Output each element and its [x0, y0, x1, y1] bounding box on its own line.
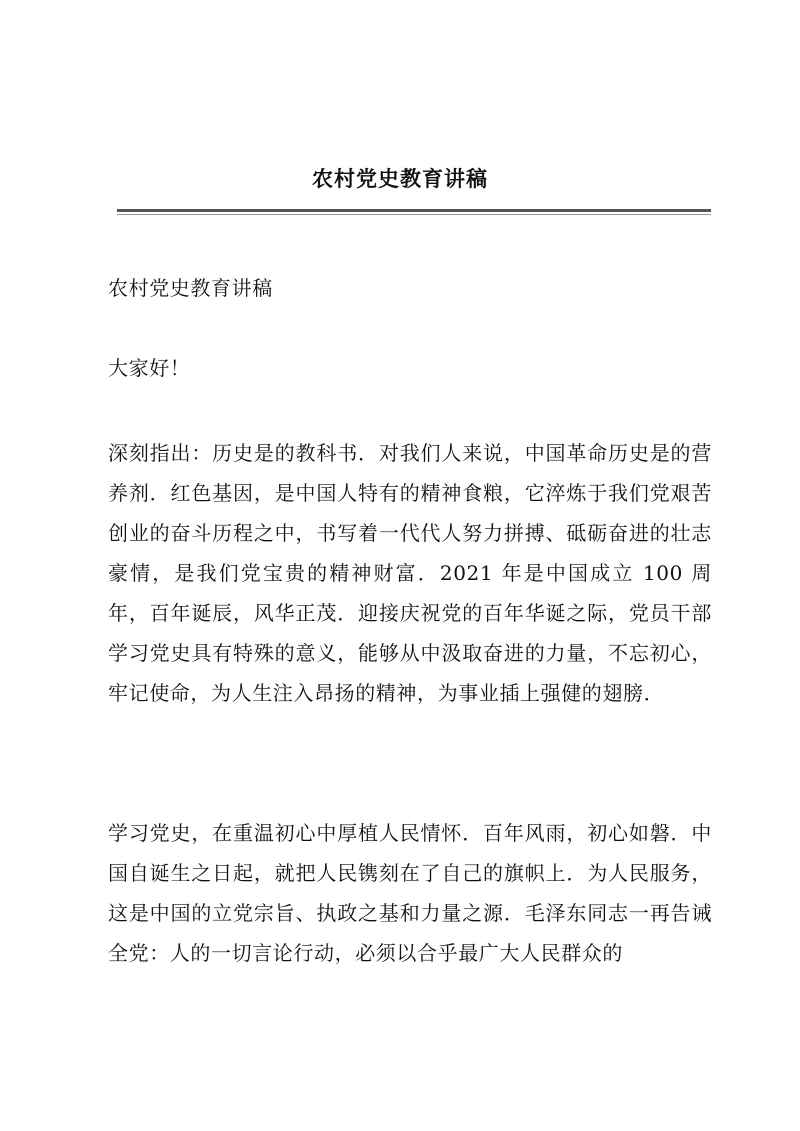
- paragraph-2: 学习党史，在重温初心中厚植人民情怀．百年风雨，初心如磐．中国自诞生之日起，就把人民镌刻在了自己的旗帜上．为人民服务，这是中国的立党宗旨、执政之基和力量之源．毛泽东同志一再告诫全党：人的一切言论行动，必须以合乎最广大人民群众的: [108, 821, 712, 965]
- title-divider: [117, 209, 711, 212]
- greeting-text: 大家好！: [108, 356, 191, 380]
- document-title: 农村党史教育讲稿: [312, 166, 488, 191]
- paragraph-1: 深刻指出：历史是的教科书．对我们人来说，中国革命历史是的营养剂．红色基因，是中国人特有的精神食粮，它淬炼于我们党艰苦创业的奋斗历程之中，书写着一代代人努力拼搏、砥砺奋进的壮志豪情，是我们党宝贵的精神财富．2021 年是中国成立 100 周年，百年诞辰，风华正茂．迎接庆祝党的百年华诞之际，党员干部学习党史具有特殊的意义，能够从中汲取奋进的力量，不忘初心，牢记使命，为人生注入昂扬的精神，为事业插上强健的翅膀．: [108, 441, 712, 705]
- section-heading: 农村党史教育讲稿: [108, 276, 273, 300]
- title-divider-thin: [117, 214, 711, 215]
